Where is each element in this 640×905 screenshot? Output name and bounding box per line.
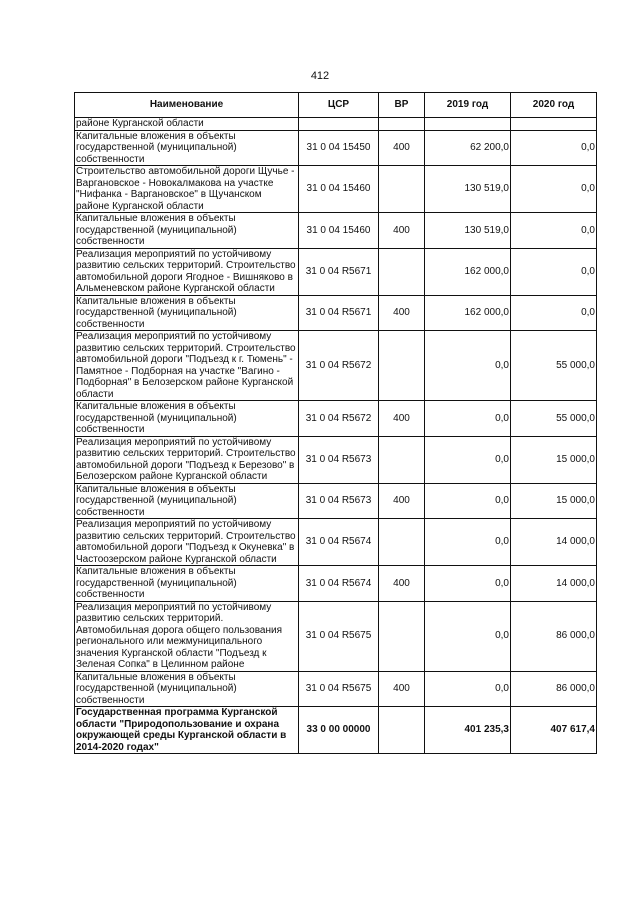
row-name-cell: районе Курганской области [75,118,299,131]
row-vr-cell [379,166,425,213]
table-row [75,331,597,401]
header-csr: ЦСР [299,93,379,118]
row-name-cell: Государственная программа Курганской области "Природопользование и охрана окружающей среды Курганской области в 2014-2020 годах" [75,707,299,754]
table-row [75,248,597,295]
table-header-row [75,93,597,118]
row-csr-cell: 31 0 04 R5671 [299,248,379,295]
row-csr-cell: 31 0 04 R5671 [299,295,379,331]
row-vr-cell [379,248,425,295]
row-csr-cell: 31 0 04 15460 [299,213,379,249]
row-2019-cell: 0,0 [425,331,511,401]
row-csr-cell: 31 0 04 R5674 [299,566,379,602]
table-row [75,601,597,671]
row-2020-cell: 0,0 [511,213,597,249]
row-2020-cell: 14 000,0 [511,519,597,566]
row-csr-cell: 31 0 04 R5674 [299,519,379,566]
row-csr-cell: 31 0 04 R5675 [299,671,379,707]
row-vr-cell: 400 [379,566,425,602]
row-vr-cell: 400 [379,130,425,166]
budget-table [74,92,597,754]
table-row [75,671,597,707]
header-2019: 2019 год [425,93,511,118]
row-vr-cell [379,331,425,401]
table-row [75,707,597,754]
row-2019-cell: 0,0 [425,601,511,671]
table-row [75,483,597,519]
row-vr-cell: 400 [379,671,425,707]
row-name-cell: Реализация мероприятий по устойчивому развитию сельских территорий. Автомобильная дорога общего пользования регионального или межмуниципального значения Курганской области "Подъезд к Зеленая Сопка" в Целинном районе [75,601,299,671]
row-name-cell: Капитальные вложения в объекты государственной (муниципальной) собственности [75,295,299,331]
row-2019-cell: 0,0 [425,401,511,437]
row-2020-cell: 15 000,0 [511,436,597,483]
row-2019-cell: 0,0 [425,566,511,602]
table-row [75,118,597,131]
row-2020-cell: 55 000,0 [511,401,597,437]
row-csr-cell: 31 0 04 15450 [299,130,379,166]
table-row [75,130,597,166]
row-name-cell: Реализация мероприятий по устойчивому развитию сельских территорий. Строительство автомобильной дороги Ягодное - Вишняково в Альменевском районе Курганской области [75,248,299,295]
row-name-cell: Капитальные вложения в объекты государственной (муниципальной) собственности [75,566,299,602]
row-vr-cell [379,601,425,671]
row-csr-cell [299,118,379,131]
row-2019-cell: 0,0 [425,519,511,566]
row-name-cell: Капитальные вложения в объекты государственной (муниципальной) собственности [75,483,299,519]
row-2020-cell: 86 000,0 [511,601,597,671]
table-body [75,118,597,754]
row-2020-cell: 86 000,0 [511,671,597,707]
row-2019-cell: 162 000,0 [425,248,511,295]
row-2019-cell: 130 519,0 [425,166,511,213]
row-2020-cell: 15 000,0 [511,483,597,519]
row-name-cell: Реализация мероприятий по устойчивому развитию сельских территорий. Строительство автомобильной дороги "Подъезд к Березово" в Белозерском районе Курганской области [75,436,299,483]
row-vr-cell [379,436,425,483]
header-vr: ВР [379,93,425,118]
row-name-cell: Капитальные вложения в объекты государственной (муниципальной) собственности [75,401,299,437]
row-vr-cell: 400 [379,401,425,437]
row-2019-cell: 130 519,0 [425,213,511,249]
row-name-cell: Капитальные вложения в объекты государственной (муниципальной) собственности [75,671,299,707]
table-row [75,566,597,602]
table-row [75,401,597,437]
row-2019-cell: 0,0 [425,671,511,707]
row-name-cell: Капитальные вложения в объекты государственной (муниципальной) собственности [75,130,299,166]
row-csr-cell: 31 0 04 R5675 [299,601,379,671]
row-2019-cell: 0,0 [425,483,511,519]
row-2020-cell [511,118,597,131]
row-2020-cell: 55 000,0 [511,331,597,401]
row-2019-cell: 162 000,0 [425,295,511,331]
header-2020: 2020 год [511,93,597,118]
row-vr-cell [379,519,425,566]
row-vr-cell: 400 [379,213,425,249]
row-name-cell: Капитальные вложения в объекты государственной (муниципальной) собственности [75,213,299,249]
row-2020-cell: 0,0 [511,166,597,213]
row-name-cell: Реализация мероприятий по устойчивому развитию сельских территорий. Строительство автомобильной дороги "Подъезд к г. Тюмень" - Памятное - Подборная на участке "Вагино - Подборная" в Белозерском районе Курганской области [75,331,299,401]
table-row [75,519,597,566]
row-2019-cell [425,118,511,131]
row-2020-cell: 14 000,0 [511,566,597,602]
row-vr-cell: 400 [379,483,425,519]
table-row [75,166,597,213]
table-row [75,436,597,483]
row-2019-cell: 62 200,0 [425,130,511,166]
table-row [75,213,597,249]
row-vr-cell [379,707,425,754]
row-2020-cell: 0,0 [511,295,597,331]
row-vr-cell: 400 [379,295,425,331]
row-2019-cell: 401 235,3 [425,707,511,754]
row-2020-cell: 0,0 [511,248,597,295]
row-2020-cell: 0,0 [511,130,597,166]
header-name: Наименование [75,93,299,118]
row-csr-cell: 31 0 04 R5672 [299,331,379,401]
row-2019-cell: 0,0 [425,436,511,483]
table-row [75,295,597,331]
row-csr-cell: 31 0 04 R5673 [299,483,379,519]
row-csr-cell: 31 0 04 15460 [299,166,379,213]
row-csr-cell: 31 0 04 R5672 [299,401,379,437]
row-name-cell: Строительство автомобильной дороги Щучье - Варгановское - Новокалмакова на участке "Нифанка - Варгановское" в Щучанском районе Курганской области [75,166,299,213]
row-csr-cell: 31 0 04 R5673 [299,436,379,483]
page-number: 412 [310,70,330,82]
row-vr-cell [379,118,425,131]
row-2020-cell: 407 617,4 [511,707,597,754]
row-name-cell: Реализация мероприятий по устойчивому развитию сельских территорий. Строительство автомобильной дороги "Подъезд к Окуневка" в Частоозерском районе Курганской области [75,519,299,566]
row-csr-cell: 33 0 00 00000 [299,707,379,754]
